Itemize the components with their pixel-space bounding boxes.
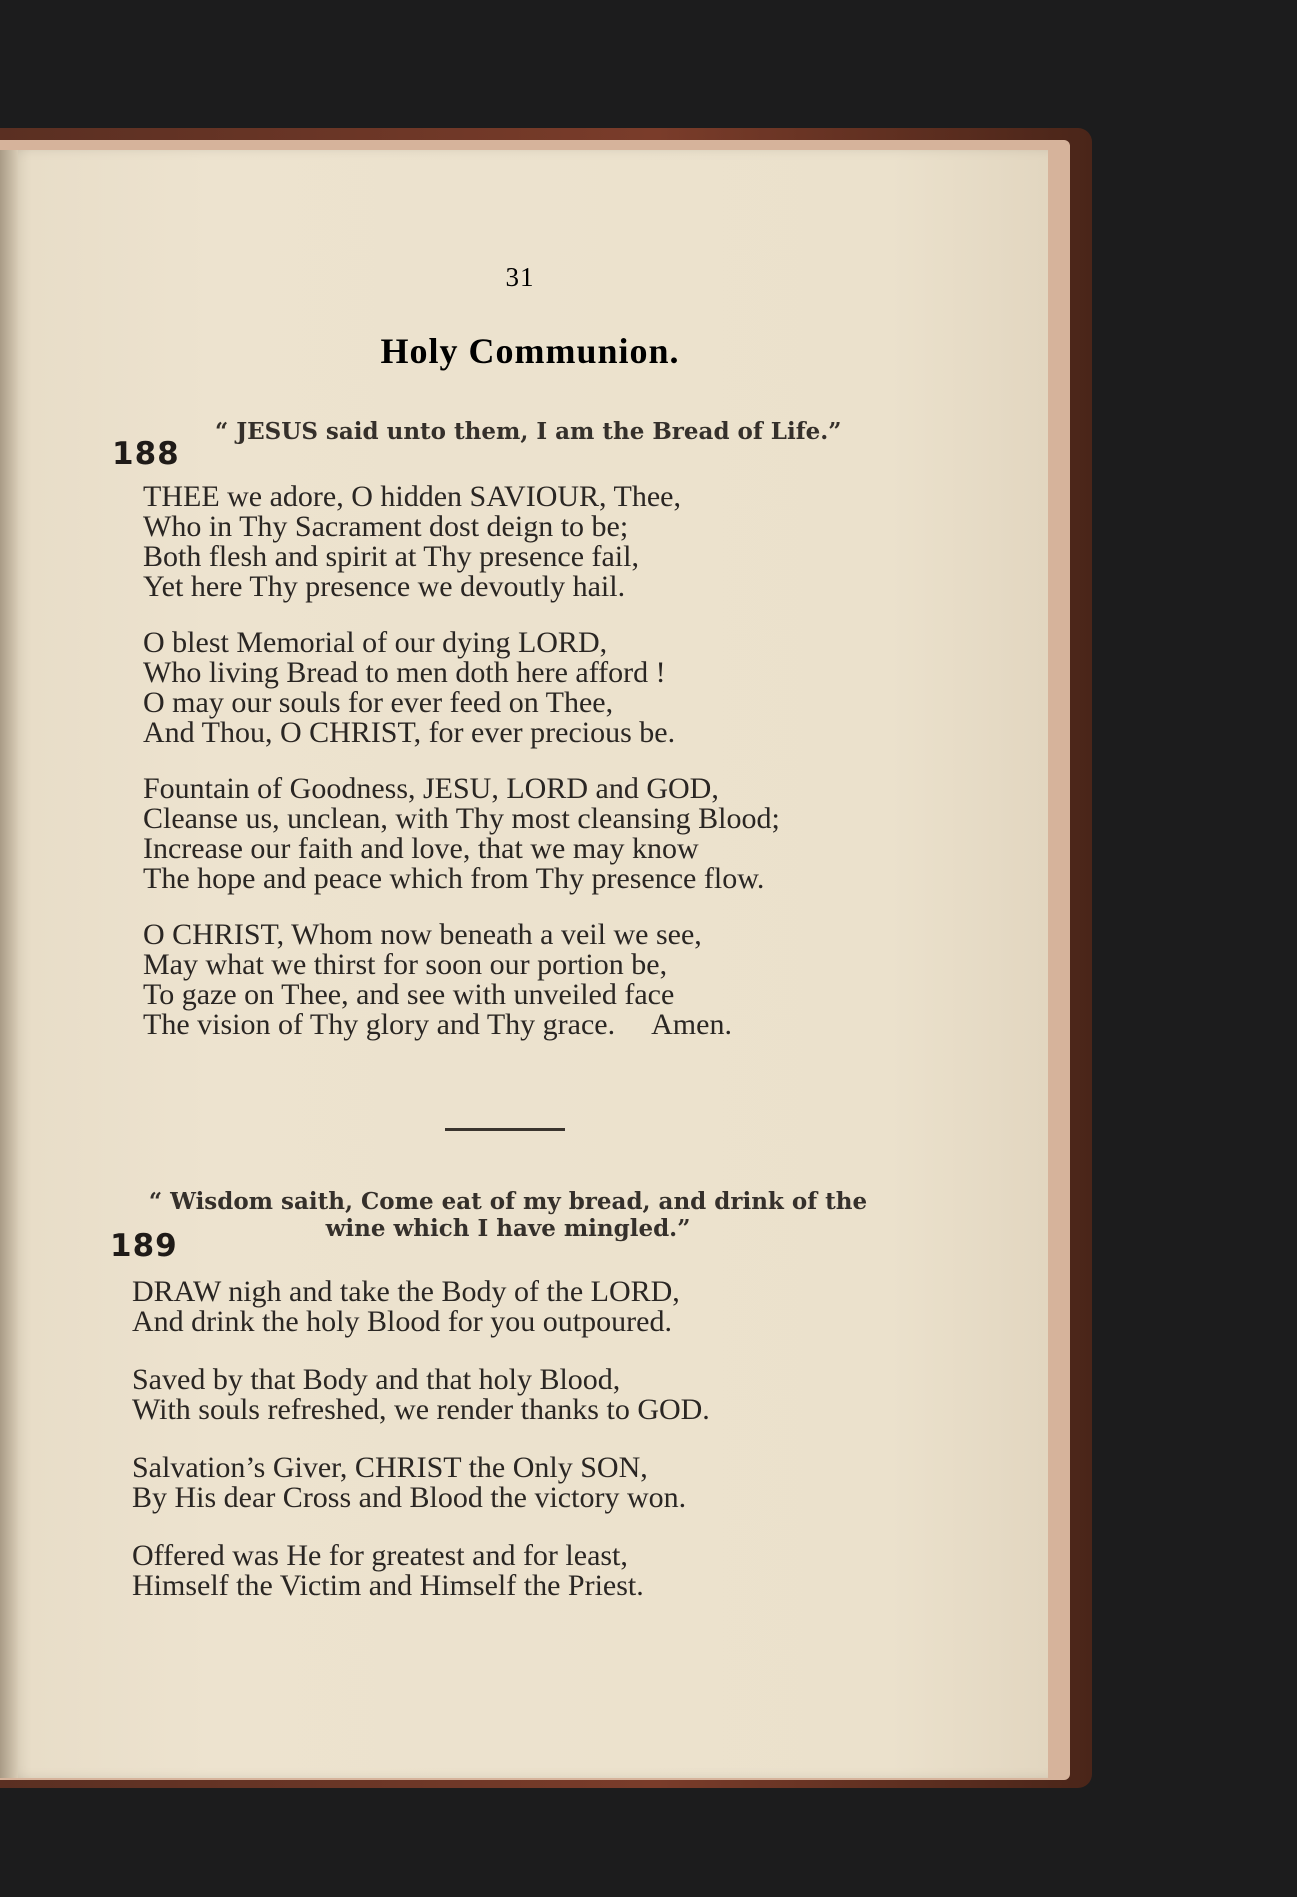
page-number: 31 bbox=[505, 262, 535, 292]
verse-line: THEE we adore, O hidden SAVIOUR, Thee, bbox=[143, 480, 681, 513]
verse-line: By His dear Cross and Blood the victory won. bbox=[132, 1481, 687, 1514]
hymn-188-text bbox=[143, 482, 903, 1066]
hymn-number: 188 bbox=[112, 436, 180, 472]
verse-line: The hope and peace which from Thy presence flow. bbox=[143, 862, 765, 895]
verse-line: Who living Bread to men doth here afford ! bbox=[143, 656, 666, 689]
verse-line: O may our souls for ever feed on Thee, bbox=[143, 686, 614, 719]
stanza bbox=[143, 482, 903, 602]
stanza bbox=[132, 1365, 892, 1425]
verse-line-text: The vision of Thy glory and Thy grace. bbox=[143, 1008, 616, 1041]
stanza bbox=[132, 1453, 892, 1513]
verse-line: With souls refreshed, we render thanks to GOD. bbox=[132, 1393, 710, 1426]
hymn-epigraph: “ JESUS said unto them, I am the Bread of Life.” bbox=[215, 418, 842, 445]
verse-line: Cleanse us, unclean, with Thy most cleansing Blood; bbox=[143, 802, 780, 835]
verse-line: Who in Thy Sacrament dost deign to be; bbox=[143, 510, 629, 543]
verse-line: And drink the holy Blood for you outpoured. bbox=[132, 1305, 672, 1338]
verse-line: Saved by that Body and that holy Blood, bbox=[132, 1363, 621, 1396]
verse-line: O CHRIST, Whom now beneath a veil we see, bbox=[143, 918, 702, 951]
verse-line: Offered was He for greatest and for least, bbox=[132, 1539, 628, 1572]
verse-line: Yet here Thy presence we devoutly hail. bbox=[143, 570, 626, 603]
verse-line: Salvation’s Giver, CHRIST the Only SON, bbox=[132, 1451, 648, 1484]
hymn-189-text bbox=[132, 1277, 892, 1629]
section-title: Holy Communion. bbox=[380, 331, 680, 371]
verse-line: And Thou, O CHRIST, for ever precious be. bbox=[143, 716, 676, 749]
page-gutter bbox=[0, 150, 18, 1778]
hymn-epigraph: “ Wisdom saith, Come eat of my bread, and drink of the wine which I have mingled.” bbox=[148, 1188, 868, 1242]
stanza bbox=[143, 628, 903, 748]
stanza bbox=[132, 1541, 892, 1601]
verse-line: May what we thirst for soon our portion be, bbox=[143, 948, 668, 981]
verse-line: DRAW nigh and take the Body of the LORD, bbox=[132, 1275, 680, 1308]
verse-line: Fountain of Goodness, JESU, LORD and GOD, bbox=[143, 772, 719, 805]
stanza bbox=[132, 1277, 892, 1337]
verse-line: To gaze on Thee, and see with unveiled face bbox=[143, 978, 675, 1011]
verse-line: Himself the Victim and Himself the Priest. bbox=[132, 1569, 644, 1602]
verse-line: O blest Memorial of our dying LORD, bbox=[143, 626, 608, 659]
amen-text: Amen. bbox=[651, 1008, 732, 1041]
verse-line bbox=[143, 1010, 903, 1040]
verse-line: Both flesh and spirit at Thy presence fail, bbox=[143, 540, 639, 573]
verse-line: Increase our faith and love, that we may know bbox=[143, 832, 699, 865]
section-divider bbox=[445, 1128, 565, 1131]
stanza bbox=[143, 920, 903, 1040]
stanza bbox=[143, 774, 903, 894]
hymn-number: 189 bbox=[110, 1228, 178, 1264]
